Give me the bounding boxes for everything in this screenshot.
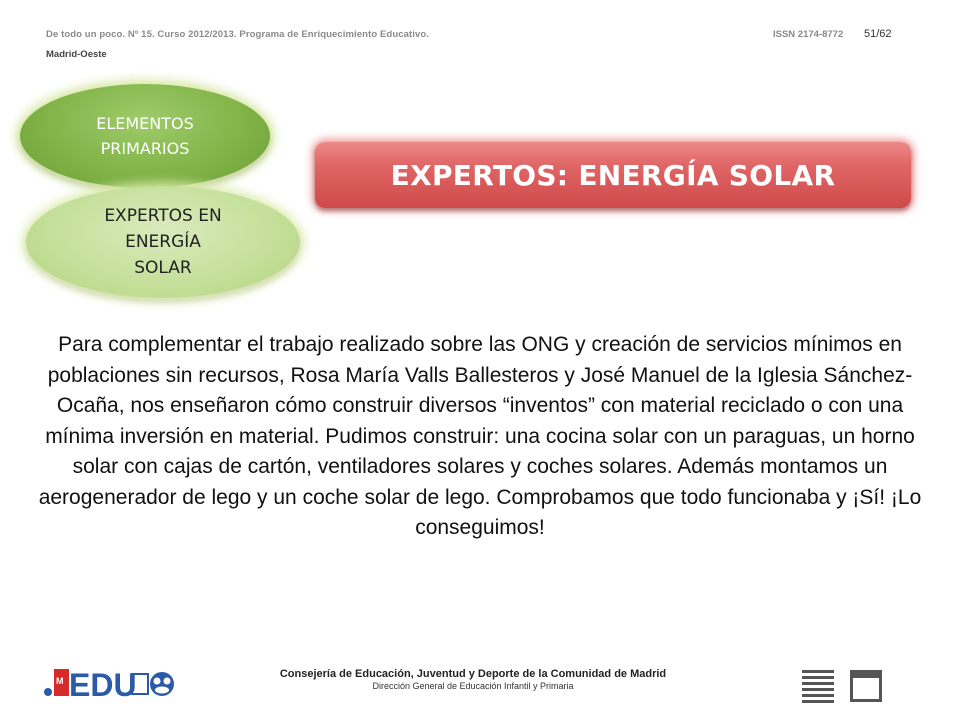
page-number: 51/62 xyxy=(864,28,892,40)
footer-line2: Dirección General de Educación Infantil y Primaria xyxy=(372,681,574,691)
header-region: Madrid-Oeste xyxy=(46,49,107,60)
edu-logo xyxy=(40,662,180,700)
nav-experts-line3: SOLAR xyxy=(134,258,192,278)
page-title: EXPERTOS: ENERGÍA SOLAR xyxy=(390,158,836,192)
svg-text:M: M xyxy=(56,676,64,686)
body-paragraph: Para complementar el trabajo realizado sobre las ONG y creación de servicios mínimos en poblaciones sin recursos, Rosa María Valls Ballesteros y José Manuel de la Iglesia Sánchez-Ocaña, nos enseñaron cómo construir diversos “inventos” con material reciclado o con una mínima inversión en material. Pudimos construir: una cocina solar con un paraguas, un horno solar con cajas de cartón, ventiladores solares y coches solares. Además montamos un aerogenerador de lego y un coche solar de lego. Comprobamos que todo funcionaba y ¡Sí! ¡Lo conseguimos! xyxy=(38,333,922,539)
list-view-icon[interactable] xyxy=(802,670,834,704)
nav-experts-line1: EXPERTOS EN xyxy=(104,206,222,226)
window-view-icon[interactable] xyxy=(850,670,882,702)
nav-primary-line1: ELEMENTOS xyxy=(96,114,194,133)
header-issn: ISSN 2174-8772 xyxy=(773,29,844,40)
edu-logo-text: EDU xyxy=(69,667,137,700)
header-publication: De todo un poco. Nº 15. Curso 2012/2013. Programa de Enriquecimiento Educativo. xyxy=(46,29,430,40)
nav-primary-line2: PRIMARIOS xyxy=(100,139,190,158)
nav-oval-elementos-primarios[interactable] xyxy=(20,84,270,188)
nav-experts-line2: ENERGÍA xyxy=(125,232,201,252)
footer xyxy=(200,668,746,691)
footer-line1: Consejería de Educación, Juventud y Deporte de la Comunidad de Madrid xyxy=(279,668,667,680)
title-banner xyxy=(315,142,911,208)
nav-oval-expertos-energia-solar[interactable] xyxy=(26,186,300,298)
